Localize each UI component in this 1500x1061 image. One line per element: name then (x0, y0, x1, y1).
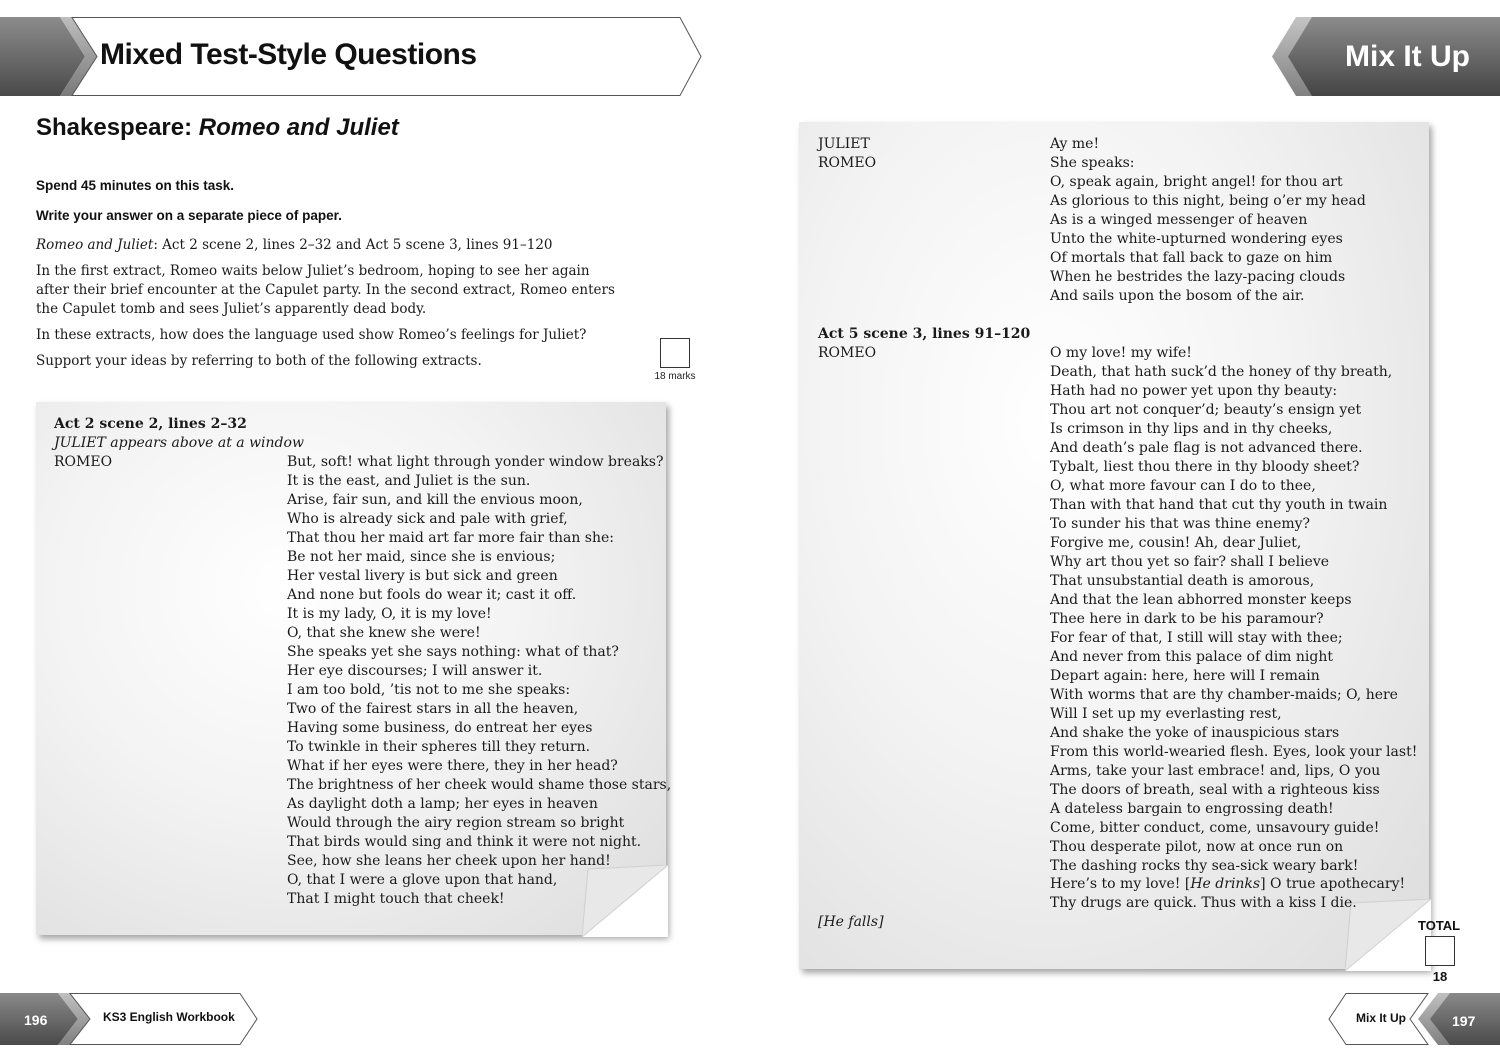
context-paragraph: In the first extract, Romeo waits below Juliet’s bedroom, hoping to see her again after their brief encounter at the Capulet party. In the second extract, Romeo enters the Capulet tomb and sees Juliet’s apparently dead body. (36, 263, 615, 317)
verse-line: Than with that hand that cut thy youth in twain (1050, 497, 1388, 513)
source-reference (36, 236, 636, 255)
verse-line: See, how she leans her cheek upon her hand! (287, 853, 611, 869)
drink-line (1050, 875, 1405, 894)
extract1-speaker: ROMEO (54, 454, 113, 470)
verse-line: It is the east, and Juliet is the sun. (287, 473, 531, 489)
verse-line: That birds would sing and think it were not night. (287, 834, 642, 850)
total-value: 18 (1432, 969, 1448, 984)
verse-line: Be not her maid, since she is envious; (287, 549, 556, 565)
verse-line: Death, that hath suck’d the honey of thy breath, (1050, 364, 1393, 380)
page-curl-icon (1345, 899, 1431, 971)
extract1-heading: Act 2 scene 2, lines 2–32 (54, 416, 247, 432)
book-title: KS3 English Workbook (103, 1010, 235, 1024)
verse-line: And death’s pale flag is not advanced there. (1050, 440, 1363, 456)
verse-line: When he bestrides the lazy-pacing clouds (1050, 269, 1346, 285)
verse-line: And never from this palace of dim night (1050, 649, 1333, 665)
verse-line: Thee here in dark to be his paramour? (1050, 611, 1324, 627)
footer-section-label: Mix It Up (1356, 1011, 1406, 1025)
verse-line: Having some business, do entreat her eyes (287, 720, 593, 736)
verse-line: Who is already sick and pale with grief, (287, 511, 568, 527)
drink-stage-direction: He drinks (1190, 876, 1261, 892)
verse-line: Unto the white-upturned wondering eyes (1050, 231, 1343, 247)
total-label: TOTAL (1418, 918, 1461, 933)
source-lines: : Act 2 scene 2, lines 2–32 and Act 5 scene 3, lines 91–120 (153, 237, 553, 253)
verse-line: O, that I were a glove upon that hand, (287, 872, 558, 888)
page-title: Mixed Test-Style Questions (100, 38, 477, 71)
verse-line: O, what more favour can I do to thee, (1050, 478, 1316, 494)
verse-line: Arise, fair sun, and kill the envious moon, (287, 492, 583, 508)
verse-line: She speaks yet she says nothing: what of that? (287, 644, 619, 660)
extract2-heading: Act 5 scene 3, lines 91–120 (818, 326, 1031, 342)
verse-line: And none but fools do wear it; cast it off. (287, 587, 577, 603)
verse-line: But, soft! what light through yonder window breaks? (287, 454, 664, 470)
juliet-speaker: JULIET (818, 136, 870, 152)
verse-line: And shake the yoke of inauspicious stars (1050, 725, 1340, 741)
page-number-left: 196 (24, 1012, 48, 1028)
final-line: Thy drugs are quick. Thus with a kiss I die. (1050, 895, 1357, 911)
support-text: Support your ideas by referring to both of the following extracts. (36, 353, 482, 369)
extract2-stage-direction: [He falls] (818, 914, 884, 930)
verse-line: Come, bitter conduct, come, unsavoury guide! (1050, 820, 1380, 836)
verse-line: A dateless bargain to engrossing death! (1050, 801, 1334, 817)
verse-line: Forgive me, cousin! Ah, dear Juliet, (1050, 535, 1302, 551)
verse-line: That thou her maid art far more fair than she: (287, 530, 614, 546)
verse-line: Is crimson in thy lips and in thy cheeks, (1050, 421, 1333, 437)
verse-line: For fear of that, I still will stay with thee; (1050, 630, 1343, 646)
extract1-stage-direction: JULIET appears above at a window (54, 435, 304, 451)
verse-line: I am too bold, ’tis not to me she speaks: (287, 682, 571, 698)
verse-line: To twinkle in their spheres till they return. (287, 739, 591, 755)
verse-line: Of mortals that fall back to gaze on him (1050, 250, 1333, 266)
verse-line: With worms that are thy chamber-maids; O, here (1050, 687, 1398, 703)
verse-line: Why art thou yet so fair? shall I believe (1050, 554, 1330, 570)
extract2-speaker: ROMEO (818, 345, 877, 361)
page-curl-icon (582, 865, 668, 937)
time-instruction: Spend 45 minutes on this task. (36, 178, 235, 193)
verse-line: Will I set up my everlasting rest, (1050, 706, 1282, 722)
verse-line: It is my lady, O, it is my love! (287, 606, 492, 622)
section-title-prefix: Shakespeare: (36, 114, 199, 141)
verse-line: Her vestal livery is but sick and green (287, 568, 558, 584)
juliet-line: Ay me! (1050, 136, 1100, 152)
verse-line: That I might touch that cheek! (287, 891, 505, 907)
page-number-right: 197 (1452, 1013, 1476, 1029)
verse-line: That unsubstantial death is amorous, (1050, 573, 1315, 589)
source-work-title: Romeo and Juliet (36, 237, 154, 253)
verse-line: O, that she knew she were! (287, 625, 481, 641)
marks-label: 18 marks (654, 371, 696, 382)
verse-line: Thou desperate pilot, now at once run on (1050, 839, 1344, 855)
question-text: In these extracts, how does the language used show Romeo’s feelings for Juliet? (36, 327, 587, 343)
verse-line: Two of the fairest stars in all the heaven, (287, 701, 579, 717)
verse-line: The dashing rocks thy sea-sick weary bark! (1050, 858, 1359, 874)
marks-box[interactable] (660, 338, 690, 368)
romeo-speaker-cont: ROMEO (818, 155, 877, 171)
verse-line: O, speak again, bright angel! for thou art (1050, 174, 1343, 190)
verse-line: Arms, take your last embrace! and, lips, O you (1050, 763, 1381, 779)
verse-line: And sails upon the bosom of the air. (1050, 288, 1305, 304)
verse-line: And that the lean abhorred monster keeps (1050, 592, 1352, 608)
verse-line: Hath had no power yet upon thy beauty: (1050, 383, 1338, 399)
verse-line: As is a winged messenger of heaven (1050, 212, 1308, 228)
verse-line: The brightness of her cheek would shame those stars, (287, 777, 672, 793)
verse-line: Thou art not conquer’d; beauty’s ensign yet (1050, 402, 1362, 418)
verse-line: What if her eyes were there, they in her head? (287, 758, 618, 774)
answer-instruction: Write your answer on a separate piece of paper. (36, 208, 342, 223)
drink-line-post: ] O true apothecary! (1260, 876, 1406, 892)
verse-line: Her eye discourses; I will answer it. (287, 663, 543, 679)
verse-line: Would through the airy region stream so bright (287, 815, 625, 831)
verse-line: Depart again: here, here will I remain (1050, 668, 1320, 684)
section-banner-title: Mix It Up (1345, 40, 1470, 73)
section-title (36, 114, 399, 142)
section-title-work: Romeo and Juliet (198, 114, 399, 141)
drink-line-pre: Here’s to my love! [ (1050, 876, 1191, 892)
verse-line: The doors of breath, seal with a righteous kiss (1050, 782, 1380, 798)
verse-line: From this world-wearied flesh. Eyes, look your last! (1050, 744, 1418, 760)
verse-line: O my love! my wife! (1050, 345, 1192, 361)
verse-line: To sunder his that was thine enemy? (1050, 516, 1311, 532)
verse-line: As glorious to this night, being o’er my head (1050, 193, 1366, 209)
total-box[interactable] (1425, 936, 1455, 966)
verse-line: She speaks: (1050, 155, 1135, 171)
verse-line: Tybalt, liest thou there in thy bloody sheet? (1050, 459, 1360, 475)
verse-line: As daylight doth a lamp; her eyes in heaven (287, 796, 598, 812)
